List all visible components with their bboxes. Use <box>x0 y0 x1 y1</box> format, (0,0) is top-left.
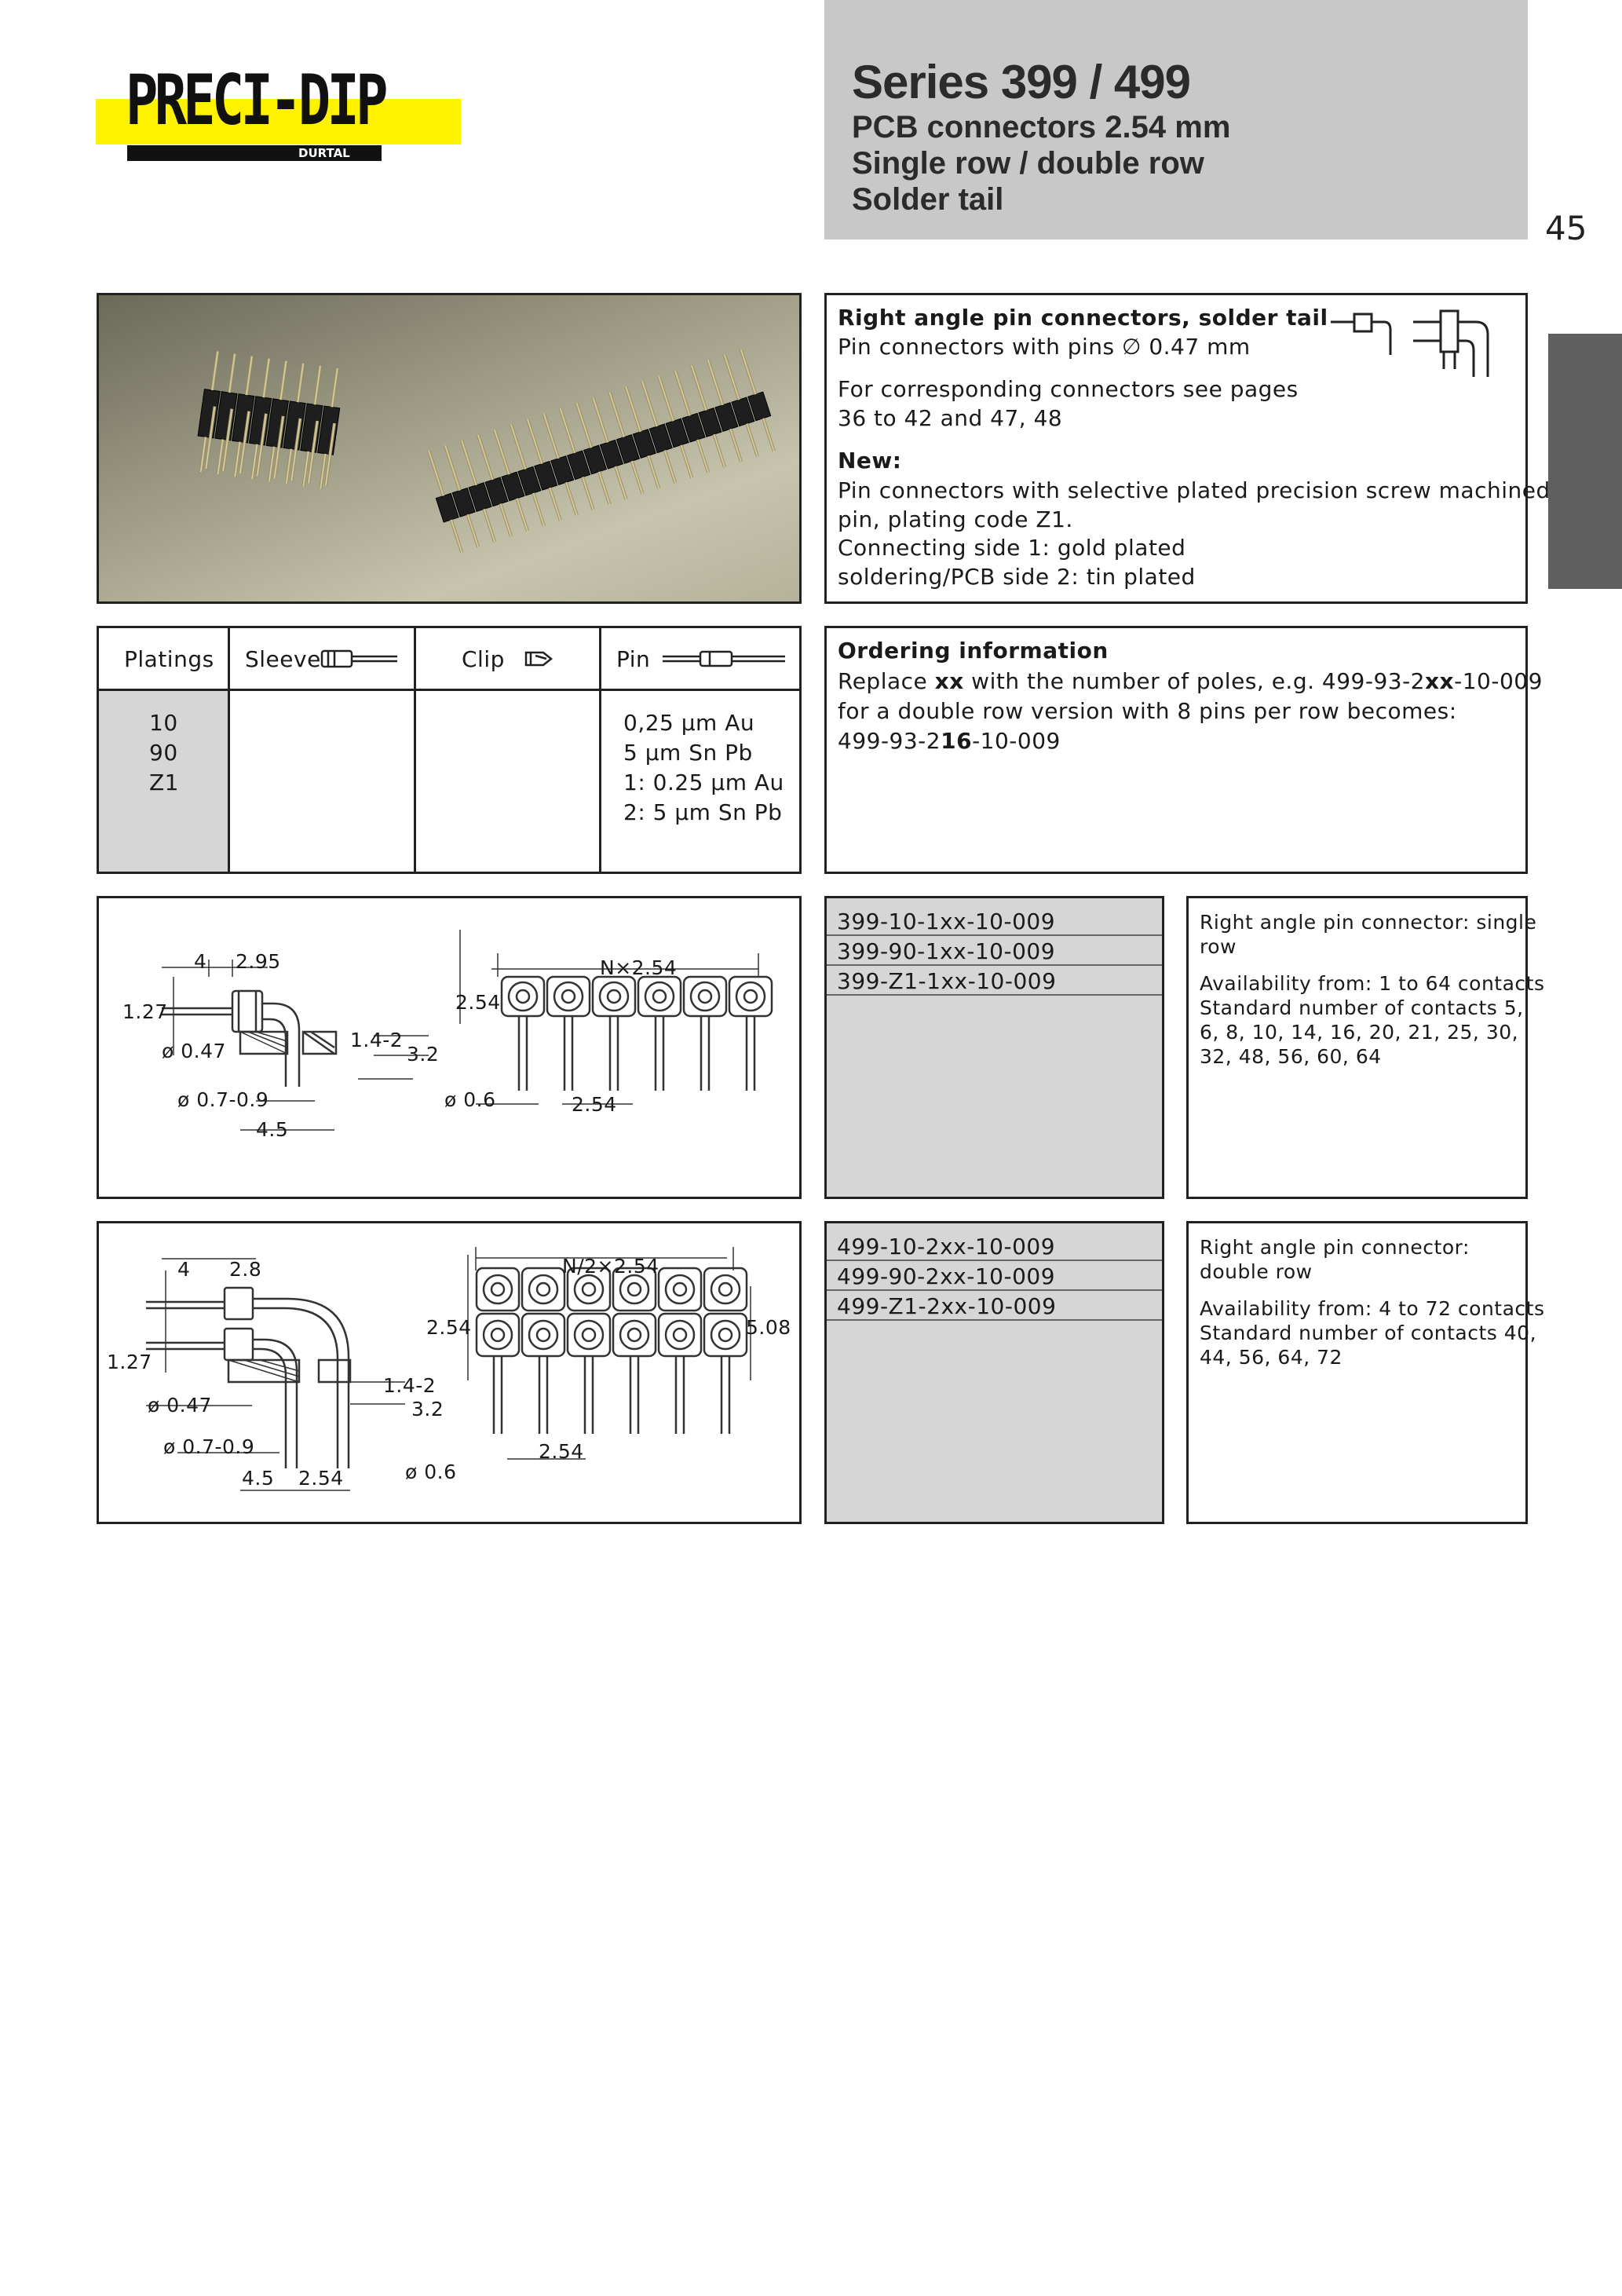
pin-icon <box>661 649 787 669</box>
single-dim-h: 4.5 <box>256 1118 289 1141</box>
connector-photo-illustration <box>99 295 799 601</box>
double-info-2: double row <box>1200 1260 1313 1283</box>
double-dim-c: 1.27 <box>107 1351 152 1373</box>
logo-sub: DURTAL <box>298 146 350 160</box>
new-line1: Pin connectors with selective plated precision screw machined <box>838 477 1551 503</box>
single-info-2: row <box>1200 935 1237 958</box>
plating-code-1: 10 <box>149 710 178 736</box>
description-line1: Pin connectors with pins ∅ 0.47 mm <box>838 334 1251 360</box>
plating-code-3: Z1 <box>149 770 179 795</box>
header-line2: Single row / double row <box>852 146 1204 181</box>
new-line3: Connecting side 1: gold plated <box>838 535 1186 561</box>
single-info-6: 32, 48, 56, 60, 64 <box>1200 1045 1382 1068</box>
description-line3: 36 to 42 and 47, 48 <box>838 405 1063 431</box>
double-dim-j: 2.54 <box>426 1316 472 1339</box>
header-line1: PCB connectors 2.54 mm <box>852 110 1231 144</box>
series-title: Series 399 / 499 <box>852 56 1191 108</box>
double-info-1: Right angle pin connector: <box>1200 1236 1470 1259</box>
pin-plating-3: 1: 0.25 µm Au <box>623 770 784 795</box>
description-title: Right angle pin connectors, solder tail <box>838 305 1328 331</box>
logo-text: PRECI-DIP <box>126 60 385 141</box>
right-angle-pin-icons <box>1331 308 1496 382</box>
single-dim-e: 1.4-2 <box>350 1029 404 1051</box>
single-info-5: 6, 8, 10, 14, 16, 20, 21, 25, 30, <box>1200 1021 1519 1044</box>
single-info-4: Standard number of contacts 5, <box>1200 996 1524 1019</box>
single-info-3: Availability from: 1 to 64 contacts <box>1200 972 1545 995</box>
double-dim-f: 3.2 <box>411 1398 444 1420</box>
ordering-title: Ordering information <box>838 638 1109 664</box>
single-part-3: 399-Z1-1xx-10-009 <box>837 968 1057 994</box>
ordering-line3: 499-93-216-10-009 <box>838 728 1061 754</box>
double-dim-e: 1.4-2 <box>383 1374 437 1397</box>
single-dim-j: N×2.54 <box>600 956 678 979</box>
description-line2: For corresponding connectors see pages <box>838 376 1299 402</box>
double-dim-g: ø 0.7-0.9 <box>163 1435 255 1458</box>
single-dim-i: 2.54 <box>455 991 501 1014</box>
single-dim-a: 4 <box>194 950 207 973</box>
single-dim-l: 2.54 <box>572 1093 617 1116</box>
logo <box>96 61 465 163</box>
double-dim-a: 4 <box>177 1258 191 1281</box>
single-dim-g: ø 0.7-0.9 <box>177 1088 269 1111</box>
single-dim-f: 3.2 <box>407 1043 440 1066</box>
double-dim-d: ø 0.47 <box>148 1394 212 1417</box>
single-part-2: 399-90-1xx-10-009 <box>837 938 1056 964</box>
header-line3: Solder tail <box>852 182 1004 217</box>
double-info-3: Availability from: 4 to 72 contacts <box>1200 1297 1545 1320</box>
double-part-2: 499-90-2xx-10-009 <box>837 1263 1056 1289</box>
page-number: 45 <box>1545 209 1587 247</box>
clip-icon <box>524 649 553 668</box>
ordering-line2: for a double row version with 8 pins per row becomes: <box>838 698 1457 724</box>
plating-code-2: 90 <box>149 740 178 766</box>
double-dim-l: 5.08 <box>746 1316 791 1339</box>
double-dim-h: 4.5 <box>242 1467 275 1490</box>
single-dim-k: ø 0.6 <box>444 1088 496 1111</box>
new-line4: soldering/PCB side 2: tin plated <box>838 564 1196 590</box>
double-info-5: 44, 56, 64, 72 <box>1200 1346 1343 1369</box>
single-info-1: Right angle pin connector: single <box>1200 911 1537 934</box>
header-platings: Platings <box>124 646 214 672</box>
product-photo <box>97 293 802 604</box>
double-part-1: 499-10-2xx-10-009 <box>837 1234 1056 1260</box>
single-dim-c: 1.27 <box>122 1000 168 1023</box>
sleeve-icon <box>320 647 399 671</box>
double-dim-k: N/2×2.54 <box>562 1255 659 1278</box>
double-dim-i: 2.54 <box>298 1467 344 1490</box>
single-part-1: 399-10-1xx-10-009 <box>837 909 1056 934</box>
pin-plating-1: 0,25 µm Au <box>623 710 755 736</box>
double-dim-n: 2.54 <box>539 1440 584 1463</box>
header-clip: Clip <box>462 646 505 672</box>
header-pin: Pin <box>616 646 651 672</box>
new-title: New: <box>838 448 902 473</box>
pin-plating-4: 2: 5 µm Sn Pb <box>623 799 783 825</box>
double-dim-b: 2.8 <box>229 1258 262 1281</box>
side-tab <box>1548 334 1622 589</box>
new-line2: pin, plating code Z1. <box>838 506 1073 532</box>
double-dim-m: ø 0.6 <box>405 1461 457 1483</box>
double-part-3: 499-Z1-2xx-10-009 <box>837 1293 1057 1319</box>
double-info-4: Standard number of contacts 40, <box>1200 1322 1537 1344</box>
single-dim-d: ø 0.47 <box>162 1040 226 1062</box>
header-sleeve: Sleeve <box>245 646 321 672</box>
single-dim-b: 2.95 <box>236 950 281 973</box>
ordering-line1: Replace xx with the number of poles, e.g. 499-93-2xx-10-009 <box>838 668 1543 694</box>
pin-plating-2: 5 µm Sn Pb <box>623 740 753 766</box>
